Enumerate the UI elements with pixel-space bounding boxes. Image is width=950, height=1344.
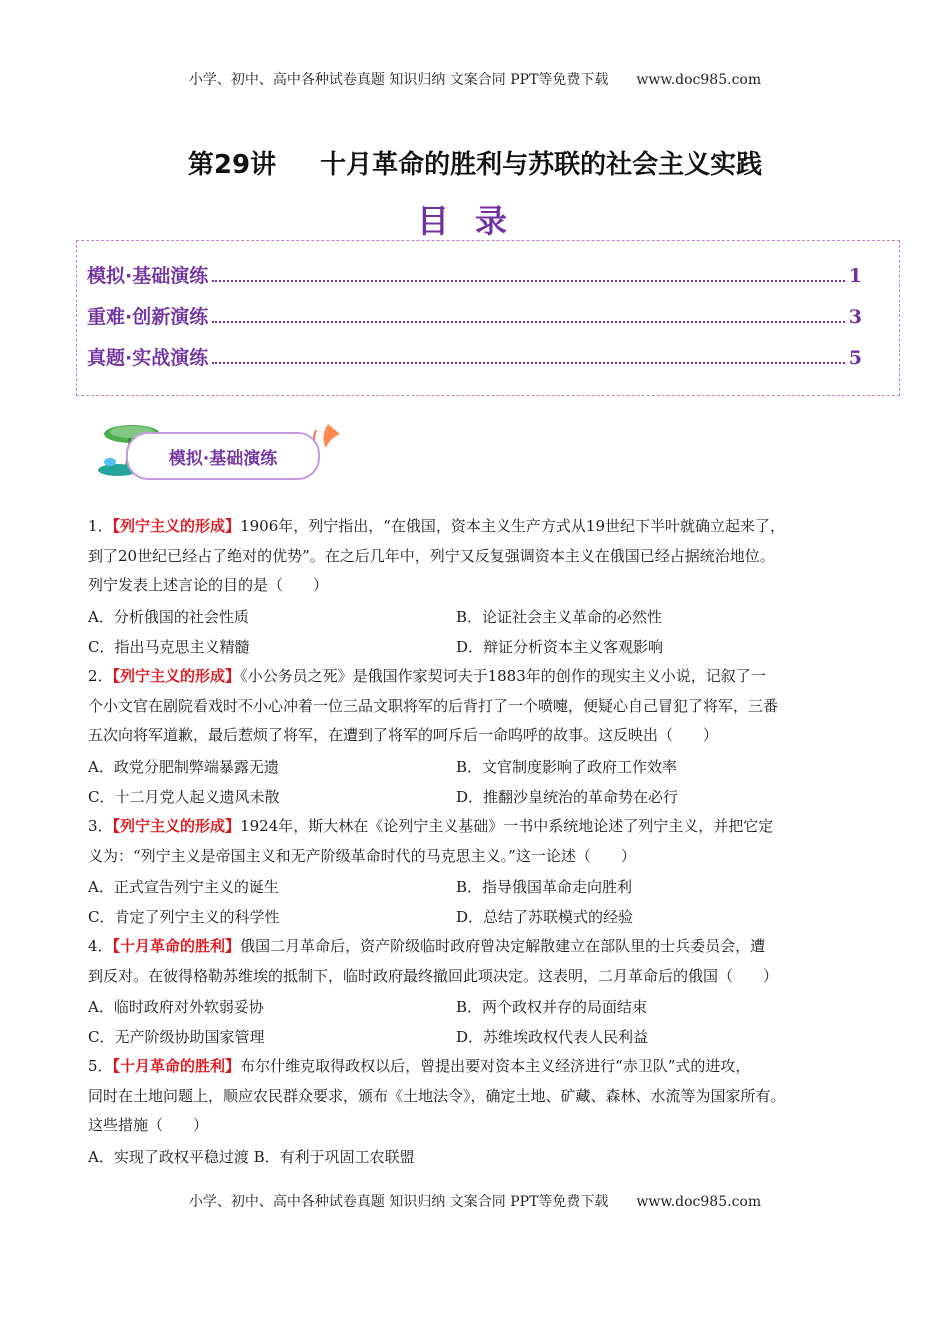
toc-item-label: 模拟·基础演练 [87,265,209,287]
question-1: 1．【列宁主义的形成】1906年，列宁指出，“在俄国，资本主义生产方式从19世纪下半叶就确立起来了， 到了20世纪已经占了绝对的优势”。在之后几年中，列宁又反复强调资本主义在俄国已经占据统治地位。 列宁发表上述言论的目的是（ ） [88,517,785,594]
question-tag: 【十月革命的胜利】 [112,1057,241,1075]
option-c[interactable]: C．十二月党人起义遗风未散 [88,788,280,806]
lecture-topic: 十月革命的胜利与苏联的社会主义实践 [320,150,763,180]
section-banner [96,418,346,482]
footer-text: 小学、初中、高中各种试卷真题 知识归纳 文案合同 PPT等免费下载 [188,1194,609,1210]
option-d[interactable]: D．苏维埃政权代表人民利益 [456,1028,649,1046]
option-c[interactable]: C．肯定了列宁主义的科学性 [88,908,280,926]
option-a[interactable]: A．临时政府对外软弱妥协 [88,998,264,1016]
options-inline[interactable]: A．实现了政权平稳过渡 B．有利于巩固工农联盟 [88,1148,415,1166]
page-title [0,144,950,181]
option-b[interactable]: B．两个政权并存的局面结束 [456,998,648,1016]
lecture-number: 第29讲 [187,150,277,180]
toc-item[interactable] [87,343,862,370]
option-a[interactable]: A．正式宣告列宁主义的诞生 [88,878,279,896]
option-c[interactable]: C．指出马克思主义精髓 [88,638,250,656]
page-footer [0,1191,950,1211]
question-tag: 【列宁主义的形成】 [112,517,241,535]
question-tag: 【十月革命的胜利】 [112,937,241,955]
option-c[interactable]: C．无产阶级协助国家管理 [88,1028,265,1046]
question-2: 2．【列宁主义的形成】《小公务员之死》是俄国作家契诃夫于1883年的创作的现实主义小说，记叙了一 个小文官在剧院看戏时不小心冲着一位三品文职将军的后背打了一个喷嚏，便疑心自己冒犯了将军，三番 五次向将军道歉，最后惹烦了将军，在遭到了将军的呵斥后一命呜呼的故事。这反映出（ ） [88,667,779,744]
question-number: 4． [88,937,113,955]
option-b[interactable]: B．论证社会主义革命的必然性 [456,608,663,626]
toc-item-page: 5 [848,347,862,369]
toc-item[interactable] [87,302,862,329]
question-5: 5．【十月革命的胜利】布尔什维克取得政权以后，曾提出要对资本主义经济进行“赤卫队”式的进攻， 同时在土地问题上，顺应农民群众要求，颁布《土地法令》，确定土地、矿藏、森林、水流等为国家所有。 这些措施（ ） [88,1057,786,1134]
header-site[interactable]: www.doc985.com [636,72,762,88]
option-d[interactable]: D．推翻沙皇统治的革命势在必行 [456,788,679,806]
toc-heading: 目录 [416,202,533,240]
toc-item[interactable] [87,261,862,288]
option-d[interactable]: D．总结了苏联模式的经验 [456,908,634,926]
question-4: 4．【十月革命的胜利】俄国二月革命后，资产阶级临时政府曾决定解散建立在部队里的士兵委员会，遭 到反对。在彼得格勒苏维埃的抵制下，临时政府最终撤回此项决定。这表明，二月革命后的俄国（ ） [88,937,779,985]
toc-item-label: 真题·实战演练 [87,347,209,369]
question-number: 2． [88,667,113,685]
question-3: 3．【列宁主义的形成】1924年，斯大林在《论列宁主义基础》一书中系统地论述了列宁主义，并把它定 义为：“列宁主义是帝国主义和无产阶级革命时代的马克思主义。”这一论述（ ） [88,817,774,865]
toc-item-page: 3 [848,306,862,328]
question-number: 1． [88,517,113,535]
question-number: 5． [88,1057,113,1075]
option-a[interactable]: A．政党分肥制弊端暴露无遗 [88,758,279,776]
option-a[interactable]: A．分析俄国的社会性质 [88,608,249,626]
section-banner-label: 模拟·基础演练 [126,432,320,480]
question-tag: 【列宁主义的形成】 [112,817,241,835]
toc-box [76,240,900,396]
header-text: 小学、初中、高中各种试卷真题 知识归纳 文案合同 PPT等免费下载 [188,72,609,88]
page-header [0,69,950,89]
option-b[interactable]: B．指导俄国革命走向胜利 [456,878,633,896]
toc-item-label: 重难·创新演练 [87,306,209,328]
question-tag: 【列宁主义的形成】 [112,667,241,685]
option-d[interactable]: D．辩证分析资本主义客观影响 [456,638,664,656]
option-b[interactable]: B．文官制度影响了政府工作效率 [456,758,678,776]
toc-item-page: 1 [848,265,862,287]
question-number: 3． [88,817,113,835]
footer-site[interactable]: www.doc985.com [636,1194,762,1210]
